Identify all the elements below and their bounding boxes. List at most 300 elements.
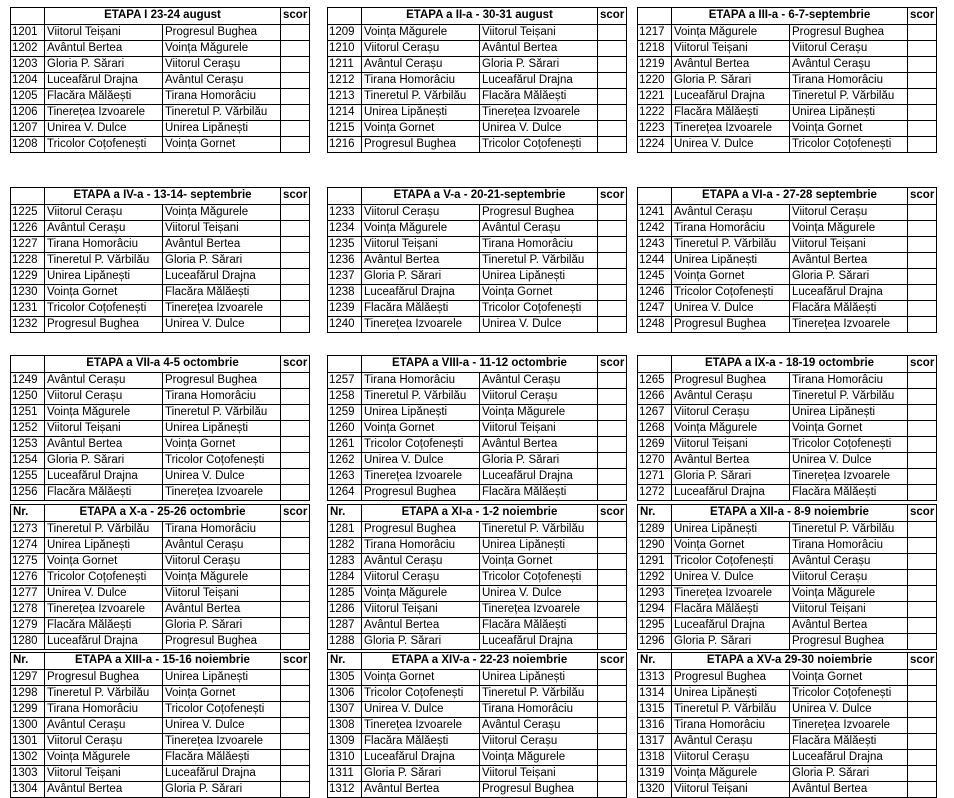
score-cell <box>281 301 310 317</box>
away-team: Tineretul P. Vărbilău <box>163 405 281 421</box>
away-team: Luceafărul Drajna <box>163 766 281 782</box>
match-row <box>328 317 627 333</box>
match-number: 1224 <box>638 137 672 153</box>
match-number: 1248 <box>638 317 672 333</box>
score-cell <box>598 105 627 121</box>
score-cell <box>908 750 937 766</box>
home-team: Luceafărul Drajna <box>672 89 790 105</box>
away-team: Unirea V. Dulce <box>790 702 908 718</box>
home-team: Tineretul P. Vărbilău <box>672 702 790 718</box>
score-cell <box>598 586 627 602</box>
home-team: Unirea Lipănești <box>672 686 790 702</box>
match-number: 1309 <box>328 734 362 750</box>
match-number: 1213 <box>328 89 362 105</box>
match-number: 1262 <box>328 453 362 469</box>
match-row <box>328 389 627 405</box>
score-header: scor <box>281 8 310 25</box>
match-number: 1249 <box>11 373 45 389</box>
home-team: Tineretul P. Vărbilău <box>362 389 480 405</box>
match-number: 1263 <box>328 469 362 485</box>
home-team: Luceafărul Drajna <box>362 285 480 301</box>
match-row <box>11 686 310 702</box>
away-team: Progresul Bughea <box>480 782 598 798</box>
score-cell <box>281 766 310 782</box>
home-team: Avântul Cerașu <box>672 205 790 221</box>
away-team: Tineretul P. Vărbilău <box>163 105 281 121</box>
match-number: 1291 <box>638 554 672 570</box>
away-team: Tinerețea Izvoarele <box>790 718 908 734</box>
score-cell <box>908 41 937 57</box>
match-row <box>638 137 937 153</box>
match-row <box>11 538 310 554</box>
match-number: 1239 <box>328 301 362 317</box>
away-team: Gloria P. Sărari <box>790 269 908 285</box>
away-team: Voința Gornet <box>163 137 281 153</box>
home-team: Viitorul Cerașu <box>672 750 790 766</box>
score-cell <box>598 469 627 485</box>
match-row <box>328 121 627 137</box>
score-cell <box>908 766 937 782</box>
match-number: 1308 <box>328 718 362 734</box>
score-cell <box>598 485 627 501</box>
match-row <box>638 485 937 501</box>
score-cell <box>908 734 937 750</box>
match-row <box>638 570 937 586</box>
home-team: Viitorul Cerașu <box>45 734 163 750</box>
match-number: 1300 <box>11 718 45 734</box>
match-number: 1279 <box>11 618 45 634</box>
match-row <box>638 389 937 405</box>
home-team: Avântul Bertea <box>362 618 480 634</box>
match-row <box>11 269 310 285</box>
match-row <box>638 105 937 121</box>
match-number: 1234 <box>328 221 362 237</box>
match-row <box>638 453 937 469</box>
score-cell <box>598 237 627 253</box>
away-team: Flacăra Mălăești <box>480 89 598 105</box>
home-team: Tirana Homorâciu <box>45 237 163 253</box>
score-cell <box>281 105 310 121</box>
home-team: Viitorul Teișani <box>672 782 790 798</box>
score-header: scor <box>281 505 310 522</box>
match-number: 1314 <box>638 686 672 702</box>
away-team: Tinerețea Izvoarele <box>790 469 908 485</box>
score-header: scor <box>598 505 627 522</box>
score-cell <box>908 253 937 269</box>
match-row <box>328 57 627 73</box>
away-team: Unirea Lipănești <box>790 105 908 121</box>
home-team: Tinerețea Izvoarele <box>362 718 480 734</box>
match-row <box>638 205 937 221</box>
away-team: Avântul Cerașu <box>790 57 908 73</box>
away-team: Voința Măgurele <box>790 221 908 237</box>
home-team: Viitorul Cerașu <box>45 389 163 405</box>
match-number: 1207 <box>11 121 45 137</box>
away-team: Unirea Lipănești <box>163 121 281 137</box>
match-number: 1202 <box>11 41 45 57</box>
match-number: 1299 <box>11 702 45 718</box>
away-team: Gloria P. Sărari <box>163 253 281 269</box>
away-team: Flacăra Mălăești <box>163 750 281 766</box>
away-team: Unirea V. Dulce <box>790 453 908 469</box>
away-team: Voința Măgurele <box>163 205 281 221</box>
match-number: 1226 <box>11 221 45 237</box>
away-team: Luceafărul Drajna <box>790 285 908 301</box>
home-team: Avântul Cerașu <box>45 221 163 237</box>
match-number: 1284 <box>328 570 362 586</box>
round-title: ETAPA a VIII-a - 11-12 octombrie <box>362 356 598 373</box>
home-team: Tirana Homorâciu <box>672 221 790 237</box>
away-team: Viitorul Teișani <box>790 602 908 618</box>
match-number: 1210 <box>328 41 362 57</box>
home-team: Viitorul Cerașu <box>362 570 480 586</box>
score-header: scor <box>598 8 627 25</box>
score-cell <box>598 522 627 538</box>
round-title: ETAPA a XIII-a - 15-16 noiembrie <box>45 653 281 670</box>
home-team: Flacăra Mălăești <box>45 89 163 105</box>
home-team: Luceafărul Drajna <box>672 485 790 501</box>
match-number: 1311 <box>328 766 362 782</box>
away-team: Viitorul Cerașu <box>480 389 598 405</box>
score-cell <box>908 634 937 650</box>
score-cell <box>281 670 310 686</box>
round-header-row <box>11 8 310 25</box>
score-cell <box>281 734 310 750</box>
match-number: 1273 <box>11 522 45 538</box>
score-cell <box>598 253 627 269</box>
round-header-row <box>11 356 310 373</box>
match-number: 1292 <box>638 570 672 586</box>
away-team: Tinerețea Izvoarele <box>790 317 908 333</box>
match-number: 1247 <box>638 301 672 317</box>
score-cell <box>598 437 627 453</box>
match-row <box>328 73 627 89</box>
away-team: Tineretul P. Vărbilău <box>480 686 598 702</box>
score-cell <box>281 453 310 469</box>
away-team: Voința Măgurele <box>480 405 598 421</box>
round-table <box>10 355 310 501</box>
home-team: Viitorul Teișani <box>362 237 480 253</box>
away-team: Tineretul P. Vărbilău <box>790 522 908 538</box>
round-header-row <box>11 653 310 670</box>
match-number: 1241 <box>638 205 672 221</box>
score-cell <box>281 269 310 285</box>
match-number: 1217 <box>638 25 672 41</box>
home-team: Unirea Lipănești <box>362 105 480 121</box>
away-team: Voința Gornet <box>480 285 598 301</box>
away-team: Tineretul P. Vărbilău <box>790 389 908 405</box>
match-number: 1253 <box>11 437 45 453</box>
away-team: Viitorul Teișani <box>790 237 908 253</box>
home-team: Tirana Homorâciu <box>362 373 480 389</box>
away-team: Voința Gornet <box>790 670 908 686</box>
score-cell <box>908 437 937 453</box>
home-team: Gloria P. Sărari <box>362 634 480 650</box>
match-row <box>11 405 310 421</box>
match-number: 1255 <box>11 469 45 485</box>
score-cell <box>908 670 937 686</box>
away-team: Tirana Homorâciu <box>480 237 598 253</box>
home-team: Viitorul Teișani <box>672 41 790 57</box>
home-team: Unirea V. Dulce <box>672 137 790 153</box>
match-row <box>638 554 937 570</box>
match-row <box>638 734 937 750</box>
match-row <box>328 453 627 469</box>
home-team: Tineretul P. Vărbilău <box>45 522 163 538</box>
score-cell <box>281 782 310 798</box>
home-team: Tricolor Coțofenești <box>672 554 790 570</box>
away-team: Viitorul Teișani <box>163 586 281 602</box>
match-row <box>638 25 937 41</box>
score-cell <box>281 205 310 221</box>
match-row <box>328 221 627 237</box>
score-cell <box>908 554 937 570</box>
score-cell <box>598 317 627 333</box>
match-number: 1223 <box>638 121 672 137</box>
match-number: 1233 <box>328 205 362 221</box>
match-number: 1230 <box>11 285 45 301</box>
away-team: Avântul Bertea <box>790 782 908 798</box>
match-row <box>638 634 937 650</box>
home-team: Progresul Bughea <box>362 522 480 538</box>
score-header: scor <box>281 653 310 670</box>
match-row <box>11 734 310 750</box>
score-cell <box>598 269 627 285</box>
round-table <box>327 7 627 153</box>
match-number: 1203 <box>11 57 45 73</box>
match-row <box>638 269 937 285</box>
home-team: Tirana Homorâciu <box>362 538 480 554</box>
score-cell <box>598 453 627 469</box>
match-row <box>328 766 627 782</box>
home-team: Luceafărul Drajna <box>362 750 480 766</box>
score-cell <box>281 538 310 554</box>
match-number: 1306 <box>328 686 362 702</box>
home-team: Voința Gornet <box>362 421 480 437</box>
match-row <box>11 105 310 121</box>
away-team: Luceafărul Drajna <box>480 469 598 485</box>
match-row <box>11 301 310 317</box>
nr-header: Nr. <box>328 505 362 522</box>
match-row <box>638 618 937 634</box>
home-team: Tinerețea Izvoarele <box>362 469 480 485</box>
match-row <box>638 405 937 421</box>
home-team: Unirea Lipănești <box>45 269 163 285</box>
away-team: Tricolor Coțofenești <box>163 453 281 469</box>
score-cell <box>908 105 937 121</box>
away-team: Unirea V. Dulce <box>163 718 281 734</box>
round-table <box>10 504 310 650</box>
away-team: Tinerețea Izvoarele <box>163 301 281 317</box>
match-number: 1259 <box>328 405 362 421</box>
match-number: 1235 <box>328 237 362 253</box>
score-cell <box>908 373 937 389</box>
away-team: Avântul Cerașu <box>163 538 281 554</box>
home-team: Avântul Bertea <box>672 57 790 73</box>
match-row <box>328 718 627 734</box>
away-team: Tricolor Coțofenești <box>790 686 908 702</box>
match-number: 1268 <box>638 421 672 437</box>
away-team: Tineretul P. Vărbilău <box>480 522 598 538</box>
match-row <box>638 766 937 782</box>
score-cell <box>281 469 310 485</box>
match-number: 1228 <box>11 253 45 269</box>
home-team: Avântul Cerașu <box>45 373 163 389</box>
home-team: Viitorul Cerașu <box>672 405 790 421</box>
round-header-row <box>638 505 937 522</box>
score-cell <box>281 437 310 453</box>
home-team: Voința Măgurele <box>45 405 163 421</box>
away-team: Tirana Homorâciu <box>163 389 281 405</box>
match-row <box>11 121 310 137</box>
score-cell <box>281 686 310 702</box>
score-cell <box>281 750 310 766</box>
score-cell <box>908 782 937 798</box>
home-team: Progresul Bughea <box>45 670 163 686</box>
score-cell <box>908 686 937 702</box>
score-header: scor <box>281 188 310 205</box>
score-cell <box>908 522 937 538</box>
match-row <box>11 25 310 41</box>
match-row <box>328 750 627 766</box>
away-team: Unirea V. Dulce <box>480 317 598 333</box>
round-header-row <box>328 505 627 522</box>
match-number: 1227 <box>11 237 45 253</box>
home-team: Voința Măgurele <box>672 766 790 782</box>
home-team: Unirea V. Dulce <box>362 702 480 718</box>
home-team: Tinerețea Izvoarele <box>45 105 163 121</box>
round-title: ETAPA a V-a - 20-21-septembrie <box>362 188 598 205</box>
match-row <box>328 670 627 686</box>
match-row <box>11 137 310 153</box>
match-number: 1297 <box>11 670 45 686</box>
match-number: 1256 <box>11 485 45 501</box>
score-cell <box>598 750 627 766</box>
match-row <box>11 421 310 437</box>
away-team: Viitorul Cerașu <box>163 554 281 570</box>
round-title: ETAPA a VII-a 4-5 octombrie <box>45 356 281 373</box>
match-row <box>328 405 627 421</box>
home-team: Avântul Cerașu <box>362 57 480 73</box>
match-row <box>11 702 310 718</box>
score-cell <box>908 405 937 421</box>
score-cell <box>908 25 937 41</box>
score-cell <box>598 782 627 798</box>
match-number: 1274 <box>11 538 45 554</box>
match-row <box>638 89 937 105</box>
match-row <box>638 718 937 734</box>
match-row <box>638 469 937 485</box>
match-row <box>11 57 310 73</box>
match-number: 1212 <box>328 73 362 89</box>
home-team: Voința Gornet <box>45 554 163 570</box>
match-row <box>638 750 937 766</box>
match-row <box>11 766 310 782</box>
away-team: Tricolor Coțofenești <box>480 137 598 153</box>
match-number: 1204 <box>11 73 45 89</box>
match-number: 1285 <box>328 586 362 602</box>
away-team: Viitorul Teișani <box>480 25 598 41</box>
away-team: Tinerețea Izvoarele <box>163 485 281 501</box>
score-cell <box>598 205 627 221</box>
match-number: 1281 <box>328 522 362 538</box>
score-cell <box>281 485 310 501</box>
away-team: Tricolor Coțofenești <box>480 301 598 317</box>
score-cell <box>908 570 937 586</box>
home-team: Viitorul Cerașu <box>45 205 163 221</box>
score-cell <box>281 586 310 602</box>
home-team: Voința Măgurele <box>672 25 790 41</box>
round-title: ETAPA a XI-a - 1-2 noiembrie <box>362 505 598 522</box>
score-cell <box>281 718 310 734</box>
score-cell <box>281 522 310 538</box>
home-team: Tricolor Coțofenești <box>672 285 790 301</box>
score-cell <box>281 137 310 153</box>
home-team: Tinerețea Izvoarele <box>672 121 790 137</box>
match-row <box>328 485 627 501</box>
away-team: Avântul Cerașu <box>480 718 598 734</box>
away-team: Tricolor Coțofenești <box>163 702 281 718</box>
match-number: 1318 <box>638 750 672 766</box>
home-team: Unirea V. Dulce <box>672 570 790 586</box>
score-cell <box>281 373 310 389</box>
home-team: Tineretul P. Vărbilău <box>672 237 790 253</box>
home-team: Voința Gornet <box>672 538 790 554</box>
away-team: Avântul Bertea <box>790 618 908 634</box>
away-team: Tricolor Coțofenești <box>480 570 598 586</box>
away-team: Unirea Lipănești <box>163 670 281 686</box>
score-cell <box>908 121 937 137</box>
round-table <box>637 7 937 153</box>
home-team: Tricolor Coțofenești <box>362 437 480 453</box>
away-team: Tirana Homorâciu <box>790 538 908 554</box>
nr-header <box>11 356 45 373</box>
home-team: Voința Gornet <box>362 121 480 137</box>
match-row <box>328 437 627 453</box>
score-cell <box>908 702 937 718</box>
match-row <box>328 782 627 798</box>
score-cell <box>281 405 310 421</box>
home-team: Viitorul Cerașu <box>362 41 480 57</box>
match-number: 1220 <box>638 73 672 89</box>
score-header: scor <box>598 356 627 373</box>
home-team: Progresul Bughea <box>672 373 790 389</box>
match-number: 1205 <box>11 89 45 105</box>
match-row <box>328 702 627 718</box>
away-team: Viitorul Cerașu <box>790 570 908 586</box>
score-cell <box>281 702 310 718</box>
home-team: Flacăra Mălăești <box>672 105 790 121</box>
away-team: Avântul Bertea <box>480 437 598 453</box>
away-team: Viitorul Cerașu <box>163 57 281 73</box>
match-row <box>328 538 627 554</box>
match-number: 1238 <box>328 285 362 301</box>
score-cell <box>908 57 937 73</box>
nr-header: Nr. <box>638 653 672 670</box>
match-row <box>328 634 627 650</box>
home-team: Flacăra Mălăești <box>45 485 163 501</box>
home-team: Gloria P. Sărari <box>362 269 480 285</box>
match-row <box>638 702 937 718</box>
home-team: Progresul Bughea <box>362 485 480 501</box>
score-header: scor <box>908 505 937 522</box>
score-cell <box>281 89 310 105</box>
match-number: 1289 <box>638 522 672 538</box>
away-team: Progresul Bughea <box>790 25 908 41</box>
match-number: 1301 <box>11 734 45 750</box>
match-number: 1282 <box>328 538 362 554</box>
home-team: Avântul Bertea <box>45 782 163 798</box>
